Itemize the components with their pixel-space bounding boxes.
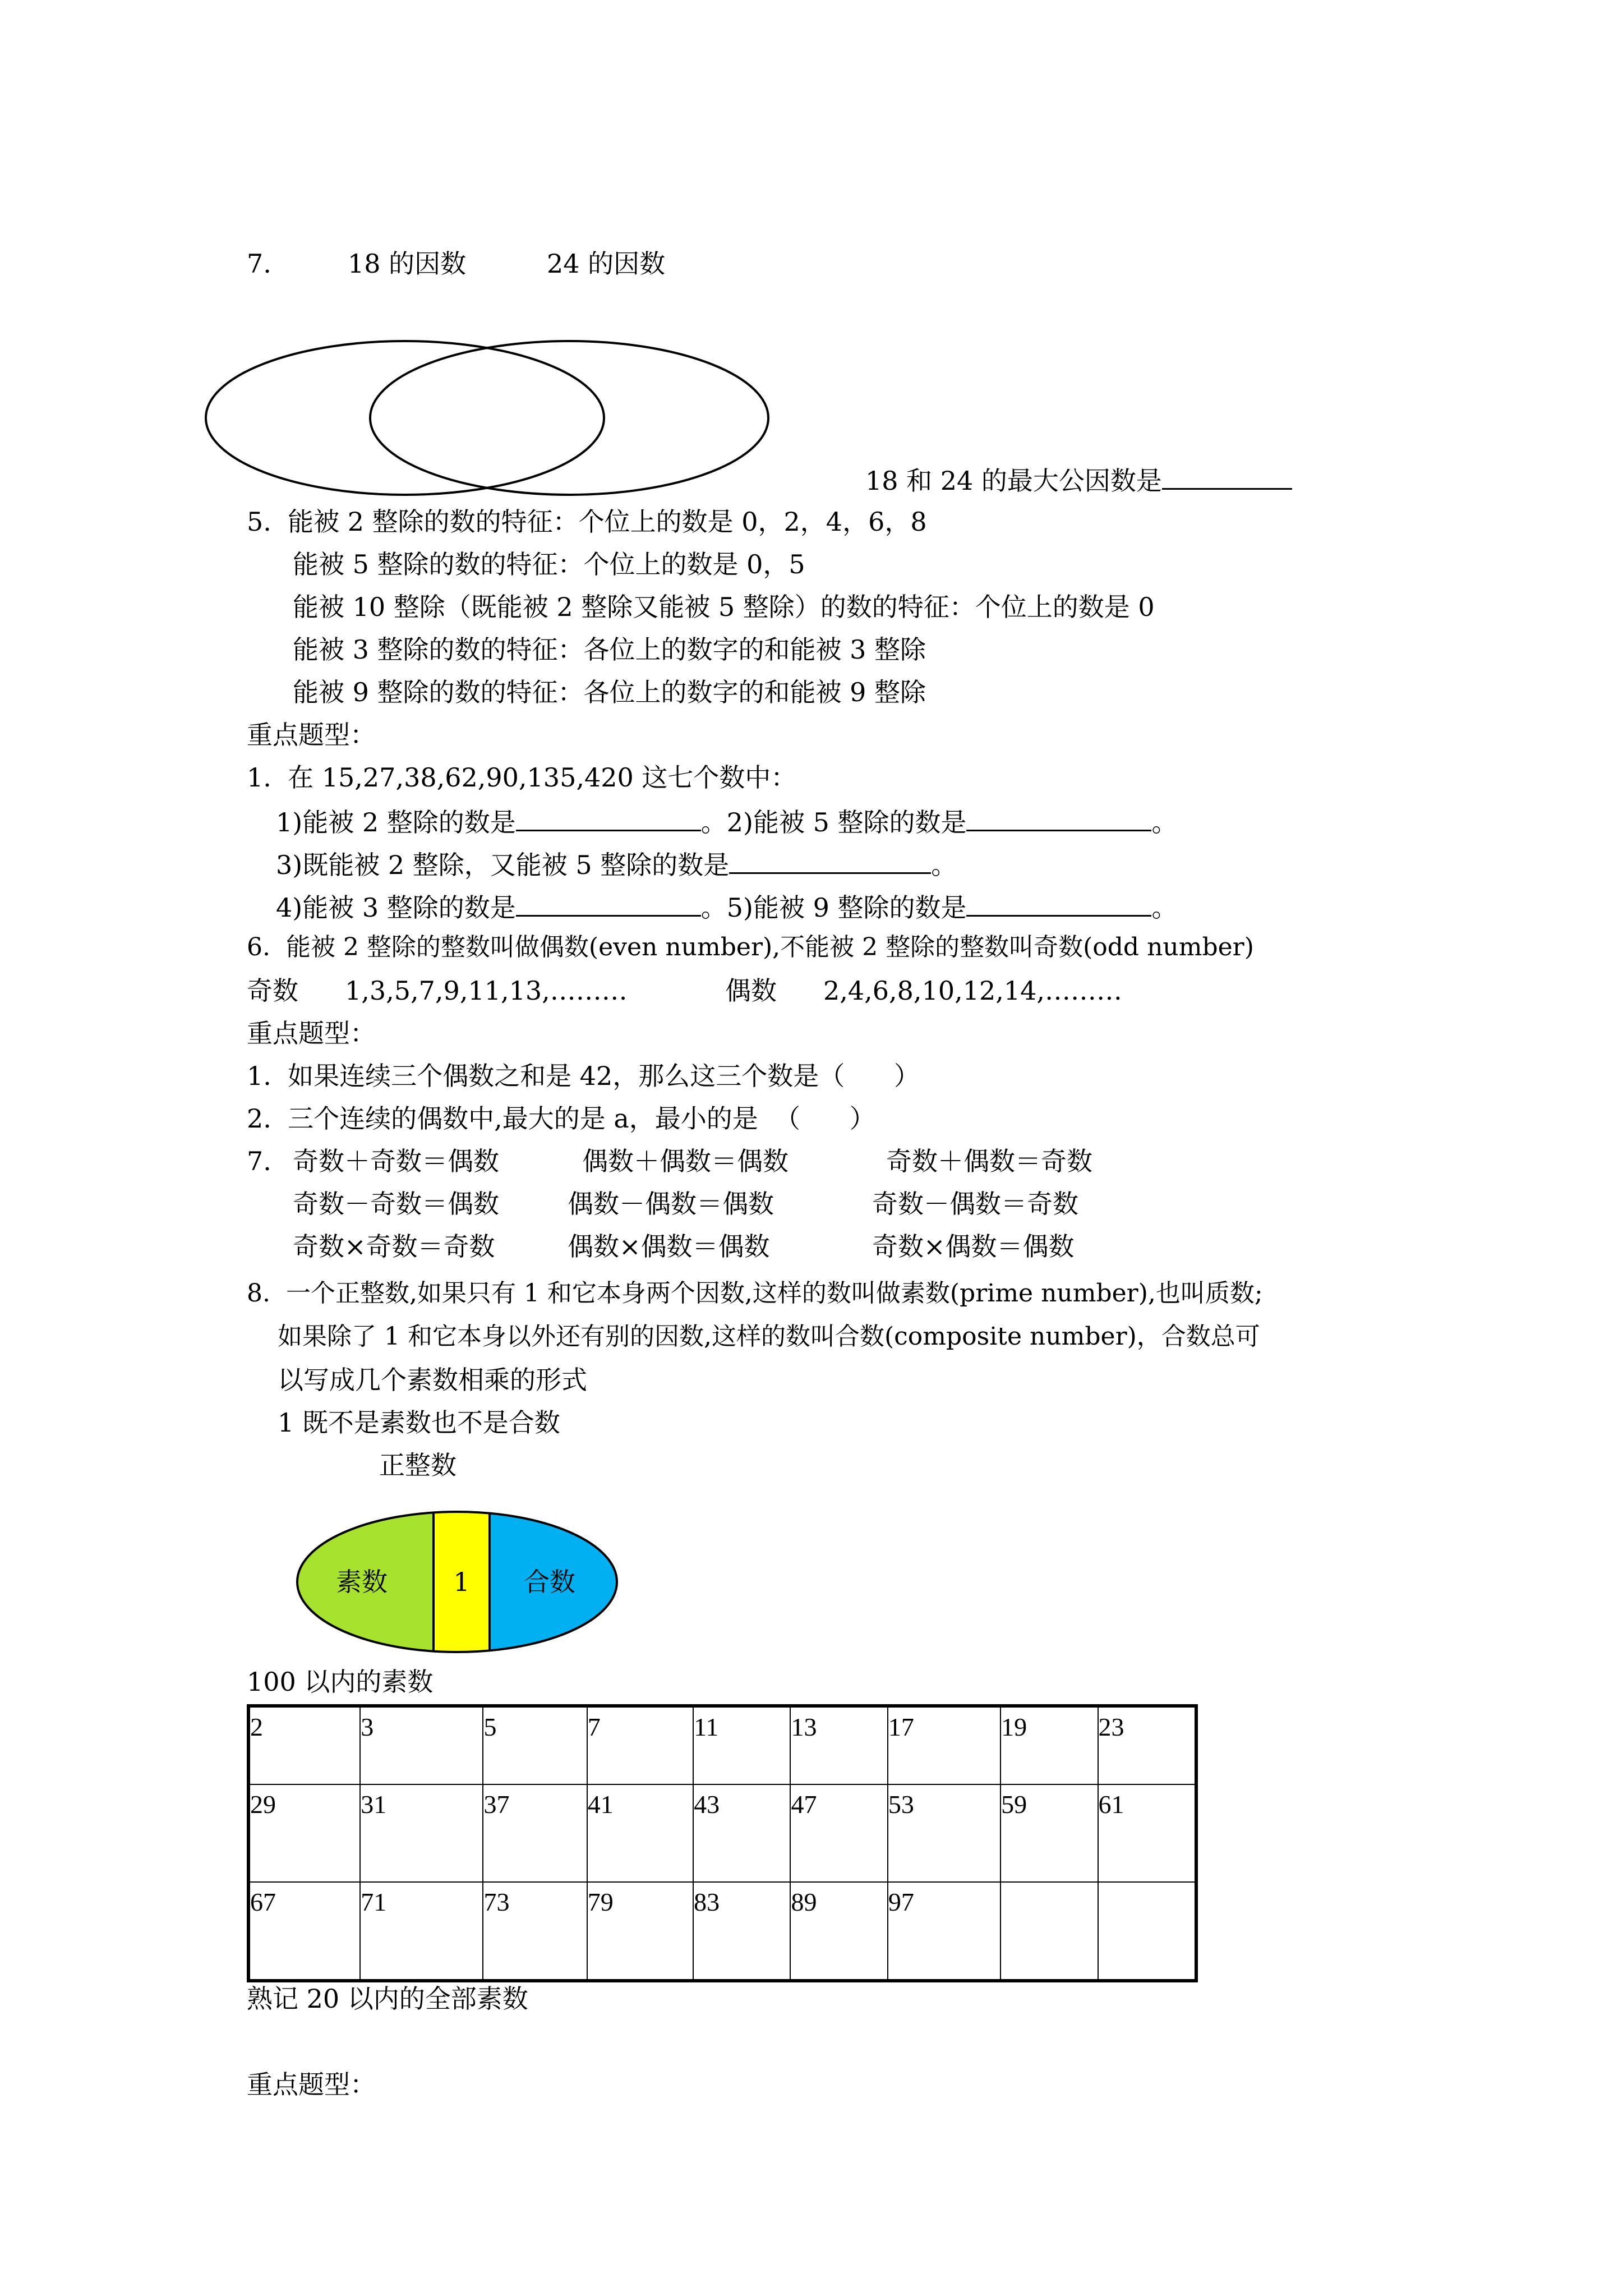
odd-label: 奇数 [247,976,298,1006]
primes-def-line-4: 1 既不是素数也不是合数 [278,1407,560,1438]
prime-cell: 37 [483,1790,510,1819]
divisibility-line-3: 能被 10 整除（既能被 2 整除又能被 5 整除）的数的特征：个位上的数是 0 [293,592,1155,622]
primes-def-line-2: 如果除了 1 和它本身以外还有别的因数,这样的数叫合数(composite number)，合数总可 [278,1322,1260,1351]
primes-def-line-3: 以写成几个素数相乘的形式 [278,1365,587,1395]
prime-cell: 83 [694,1888,720,1916]
key1-a3: 3)既能被 2 整除，又能被 5 整除的数是 [276,850,730,880]
rule-r2c2: 偶数－偶数＝偶数 [568,1189,774,1219]
prime-cell: 41 [587,1790,614,1819]
venn-circle-left [206,341,604,495]
even-list: 2,4,6,8,10,12,14,……… [823,976,1123,1006]
table-row [248,1706,1196,1784]
key1-a1: 1)能被 2 整除的数是 [276,807,516,838]
gcd-question [865,466,1292,494]
rule-r3c3: 奇数×偶数＝偶数 [872,1231,1075,1262]
prime-cell [1099,1883,1195,1889]
venn-number: 7. [247,249,271,279]
key1-end-2: 。 [931,850,957,880]
key1-a2: 。2)能被 5 整除的数是 [700,807,967,838]
prime-cell: 29 [250,1790,276,1819]
venn-label-right: 24 的因数 [547,249,666,279]
key2-question-2: 2. 三个连续的偶数中,最大的是 a，最小的是 （ ） [247,1103,875,1134]
prime-cell: 59 [1001,1790,1027,1819]
key1-question: 1. 在 15,27,38,62,90,135,420 这七个数中： [247,762,797,793]
prime-cell: 71 [361,1888,387,1916]
answer-blank-2[interactable] [966,807,1151,831]
key1-row-3 [276,892,1177,921]
rule-r1c1: 奇数＋奇数＝偶数 [293,1146,499,1176]
key1-a5: 。5)能被 9 整除的数是 [700,892,967,923]
answer-blank-4[interactable] [516,892,701,917]
key1-row-2 [276,850,957,878]
prime-cell: 89 [791,1888,817,1916]
key-heading-1: 重点题型： [247,720,376,750]
prime-cell: 43 [694,1790,720,1819]
prime-cell: 67 [250,1888,276,1916]
primes-def-line-1: 8. 一个正整数,如果只有 1 和它本身两个因数,这样的数叫做素数(prime number),也叫质数; [247,1279,1263,1308]
rule-r2c3: 奇数－偶数＝奇数 [872,1189,1078,1219]
answer-blank-1[interactable] [516,807,701,831]
prime-cell: 23 [1098,1713,1124,1741]
table-row [248,1784,1196,1882]
primes-table-caption: 100 以内的素数 [247,1667,434,1697]
prime-cell: 47 [791,1790,817,1819]
prime-cell: 31 [361,1790,387,1819]
venn-label-left: 18 的因数 [348,249,467,279]
gcd-question-text: 18 和 24 的最大公因数是 [865,466,1162,496]
key1-end-1: 。 [1151,807,1178,838]
prime-cell: 7 [587,1713,601,1741]
table-row [248,1882,1196,1981]
gcd-answer-blank[interactable] [1162,466,1292,490]
rules-number: 7. [247,1146,271,1176]
prime-cell: 73 [483,1888,510,1916]
oval-label-primes: 素数 [336,1567,388,1597]
parity-definition: 6. 能被 2 整除的整数叫做偶数(even number),不能被 2 整除的整数叫奇数(odd number) [247,933,1254,961]
prime-cell [1001,1883,1097,1889]
prime-cell: 2 [250,1713,263,1741]
rule-r1c2: 偶数＋偶数＝偶数 [582,1146,789,1176]
key1-row-1 [276,807,1178,838]
venn-diagram [202,337,785,499]
key-heading-2: 重点题型： [247,1018,376,1048]
primes-table [247,1704,1198,1982]
divisibility-line-2: 能被 5 整除的数的特征：个位上的数是 0，5 [293,549,805,579]
answer-blank-5[interactable] [966,892,1151,917]
rule-r3c2: 偶数×偶数＝偶数 [568,1231,770,1262]
key1-end-3: 。 [1151,892,1178,923]
even-label: 偶数 [725,976,777,1006]
key-heading-3: 重点题型： [247,2069,376,2100]
divisibility-line-5: 能被 9 整除的数的特征：各位上的数字的和能被 9 整除 [293,677,926,707]
prime-cell: 53 [888,1790,914,1819]
key1-a4: 4)能被 3 整除的数是 [276,892,516,923]
prime-cell: 11 [694,1713,719,1741]
rule-r1c3: 奇数＋偶数＝奇数 [886,1146,1092,1176]
rule-r3c1: 奇数×奇数＝奇数 [293,1231,495,1262]
odd-list: 1,3,5,7,9,11,13,……… [345,976,628,1006]
prime-cell: 61 [1098,1790,1124,1819]
prime-cell: 3 [361,1713,374,1741]
positive-integer-oval [294,1509,620,1655]
rule-r2c1: 奇数－奇数＝偶数 [293,1189,499,1219]
oval-title: 正整数 [379,1450,457,1480]
oval-label-one: 1 [453,1567,470,1597]
venn-circle-right [370,341,768,495]
divisibility-line-1: 5. 能被 2 整除的数的特征：个位上的数是 0，2，4，6，8 [247,507,927,537]
primes-table-note: 熟记 20 以内的全部素数 [247,1984,528,2014]
prime-cell: 13 [791,1713,817,1741]
divisibility-line-4: 能被 3 整除的数的特征：各位上的数字的和能被 3 整除 [293,634,926,665]
prime-cell: 97 [888,1888,914,1916]
prime-cell: 5 [483,1713,497,1741]
prime-cell: 79 [587,1888,614,1916]
prime-cell: 19 [1001,1713,1027,1741]
answer-blank-3[interactable] [729,850,931,874]
key2-question-1: 1. 如果连续三个偶数之和是 42，那么这三个数是（ ） [247,1061,920,1091]
prime-cell: 17 [888,1713,914,1741]
oval-label-composites: 合数 [524,1567,575,1597]
